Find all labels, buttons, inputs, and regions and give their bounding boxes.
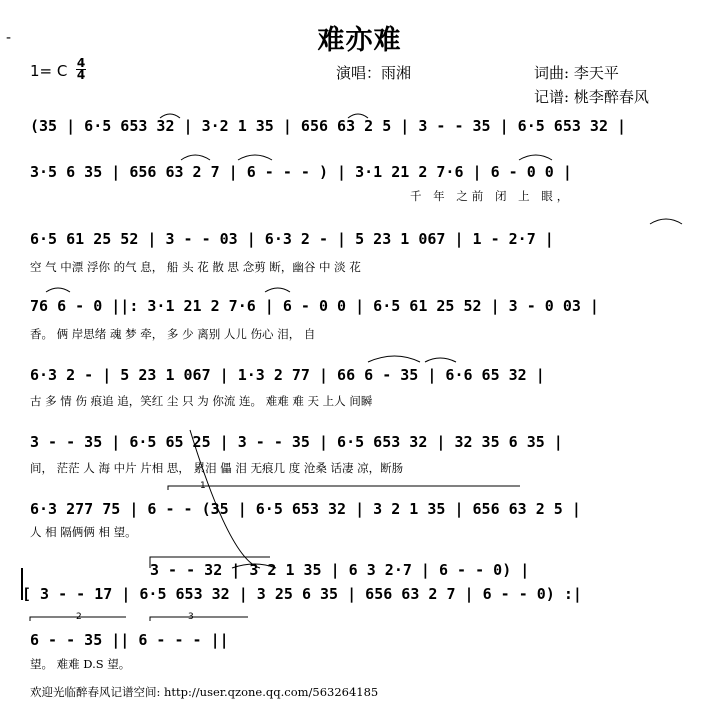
staff-line-6: 3 - - 35 | 6·5 65 25 | 3 - - 35 | 6·5 653 32 | 32 35 6 35 | (30, 433, 563, 451)
staff-line-5: 6·3 2 - | 5 23 1 067 | 1·3 2 77 | 66 6 - 35 | 6·6 65 32 | (30, 366, 545, 384)
staff-line-7: 6·3 277 75 | 6 - - (35 | 6·5 653 32 | 3 2 1 35 | 656 63 2 5 | (30, 500, 581, 518)
lyrics-line-6: 间， 茫茫 人 海 中片 片相 思， 累泪 儡 泪 无痕几 度 沧桑 话凄 凉，断肠 (30, 461, 404, 475)
lyrics-line-3: 空 气 中漂 浮你 的气 息， 船 头 花 散 思 念剪 断，幽谷 中 淡 花 (30, 260, 361, 274)
lyrics-line-4: 香。 俩 岸思绪 魂 梦 牵， 多 少 离别 人儿 伤心 泪， 自 (30, 327, 316, 341)
key-signature: 1= C (30, 62, 68, 80)
song-title: 难亦难 (317, 25, 402, 56)
footer-text: 欢迎光临醉春风记谱空间: http://user.qzone.qq.com/563264185 (30, 685, 379, 699)
time-signature-bottom: 4 (76, 68, 86, 82)
lyrics-line-10: 望。 难难 D.S 望。 (30, 657, 131, 671)
staff-line-4: 76 6 - 0 ||: 3·1 21 2 7·6 | 6 - 0 0 | 6·5 61 25 52 | 3 - 0 03 | (30, 297, 599, 315)
singer: 演唱：雨湘 (336, 64, 412, 82)
transcriber: 记谱: 桃李醉春风 (534, 88, 649, 106)
staff-line-2: 3·5 6 35 | 656 63 2 7 | 6 - - - ) | 3·1 21 2 7·6 | 6 - 0 0 | (30, 163, 572, 181)
composer: 词曲: 李天平 (534, 64, 619, 82)
volta-number-2: 2 (76, 612, 82, 622)
time-signature-top: 4 (76, 56, 86, 70)
lyrics-line-2: 千 年 之前 闭 上 眼， (410, 189, 573, 203)
staff-line-10: 6 - - 35 || 6 - - - || (30, 631, 229, 649)
time-signature (76, 58, 86, 81)
lyrics-line-5: 古 多 情 伤 痕追 追，笑红 尘 只 为 你流 连。 难难 难 天 上人 间瞬 (30, 394, 373, 408)
left-mark: - (6, 30, 12, 46)
staff-line-1: (35 | 6·5 653 32 | 3·2 1 35 | 656 63 2 5 | 3 - - 35 | 6·5 653 32 | (30, 117, 627, 135)
staff-line-8: 3 - - 32 | 3 2 1 35 | 6 3 2·7 | 6 - - 0) | (150, 561, 530, 579)
lyrics-line-7: 人 相 隔俩俩 相 望。 (30, 525, 137, 539)
volta-number-3: 3 (188, 612, 194, 622)
staff-line-9: [ 3 - - 17 | 6·5 653 32 | 3 25 6 35 | 656 63 2 7 | 6 - - 0) :| (22, 585, 582, 603)
staff-line-3: 6·5 61 25 52 | 3 - - 03 | 6·3 2 - | 5 23 1 067 | 1 - 2·7 | (30, 230, 554, 248)
volta-number-1: 1 (200, 481, 206, 491)
